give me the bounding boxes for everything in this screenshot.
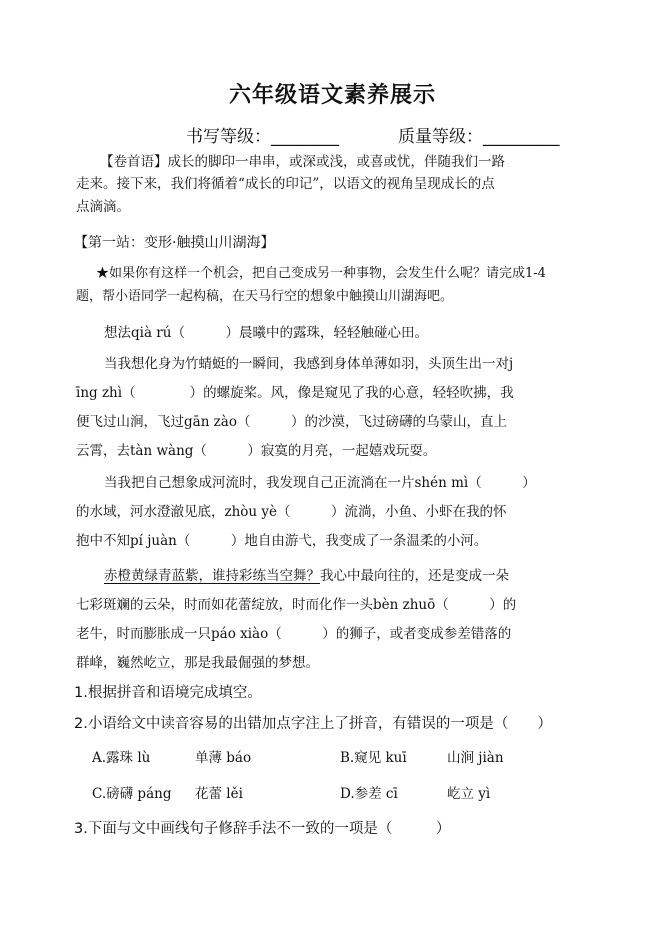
passage-p3-line-1: 当我把自己想象成河流时，我发现自己正流淌在一片shén mì（ ）: [104, 475, 536, 491]
writing-grade-field: 书写等级：________: [186, 127, 339, 147]
passage-p2-line-1: 当我想化身为竹蜻蜓的一瞬间，我感到身体单薄如羽，头顶生出一对j: [104, 356, 514, 372]
passage-p4-line-1: [104, 565, 509, 587]
option-b-1: B.窥见 kuī: [340, 750, 407, 766]
question-2: 2.小语给文中读音容易的出错加点字注上了拼音，有错误的一项是（ ）: [74, 716, 552, 732]
passage-p2-line-3: 便飞过山涧，飞过gān zào（ ）的沙漠，飞过磅礴的乌蒙山，直上: [76, 414, 507, 430]
passage-p3-line-3: 抱中不知pí juàn（ ）地自由游弋，我变成了一条温柔的小河。: [76, 533, 488, 549]
p4-line-1-rest: 我心中最向往的，还是变成一朵: [320, 568, 509, 584]
passage-p4-line-3: 老牛，时而膨胀成一只páo xiào（ ）的狮子，或者变成参差错落的: [76, 626, 512, 642]
passage-paragraph-1: 想法qià rú（ ）晨曦中的露珠，轻轻触碰心田。: [104, 325, 428, 341]
quality-grade-field: 质量等级：_________: [398, 127, 560, 147]
instruction-line-1: ★如果你有这样一个机会，把自己变成另一种事物，会发生什么呢？请完成1-4: [96, 266, 546, 281]
passage-p4-line-4: 群峰，巍然屹立，那是我最倔强的梦想。: [76, 655, 319, 671]
station-heading: 【第一站：变形·触摸山川湖海】: [74, 235, 275, 251]
question-3: 3.下面与文中画线句子修辞手法不一致的一项是（ ）: [74, 821, 451, 837]
page-title: 六年级语文素养展示: [228, 83, 436, 108]
option-a-2: 单薄 báo: [195, 750, 252, 766]
passage-p2-line-2: īng zhì（ ）的螺旋桨。风，像是窥见了我的心意，轻轻吹拂，我: [76, 385, 514, 401]
option-b-2: 山涧 jiàn: [447, 750, 504, 766]
passage-p2-line-4: 云霄，去tàn wàng（ ）寂寞的月亮，一起嬉戏玩耍。: [76, 443, 437, 459]
instruction-line-2: 题，帮小语同学一起构稿，在天马行空的想象中触摸山川湖海吧。: [76, 289, 454, 304]
option-d-1: D.参差 cī: [340, 786, 398, 802]
option-a-1: A.露珠 lù: [92, 750, 151, 766]
option-c-2: 花蕾 lěi: [195, 786, 243, 802]
underlined-sentence: 赤橙黄绿青蓝紫，谁持彩练当空舞？: [104, 568, 320, 584]
passage-p4-line-2: 七彩斑斓的云朵，时而如花蕾绽放，时而化作一头bèn zhuō（ ）的: [76, 597, 517, 613]
question-1: 1.根据拼音和语境完成填空。: [74, 685, 262, 701]
option-c-1: C.磅礴 páng: [92, 786, 172, 802]
option-d-2: 屹立 yì: [447, 786, 491, 802]
intro-line-3: 点滴滴。: [76, 199, 130, 215]
intro-line-2: 走来。接下来，我们将循着“成长的印记”，以语文的视角呈现成长的点: [76, 176, 495, 192]
intro-line-1: 【卷首语】成长的脚印一串串，或深或浅，或喜或忧，伴随我们一路: [100, 154, 505, 170]
passage-p3-line-2: 的水域，河水澄澈见底，zhòu yè（ ）流淌，小鱼、小虾在我的怀: [76, 504, 507, 520]
